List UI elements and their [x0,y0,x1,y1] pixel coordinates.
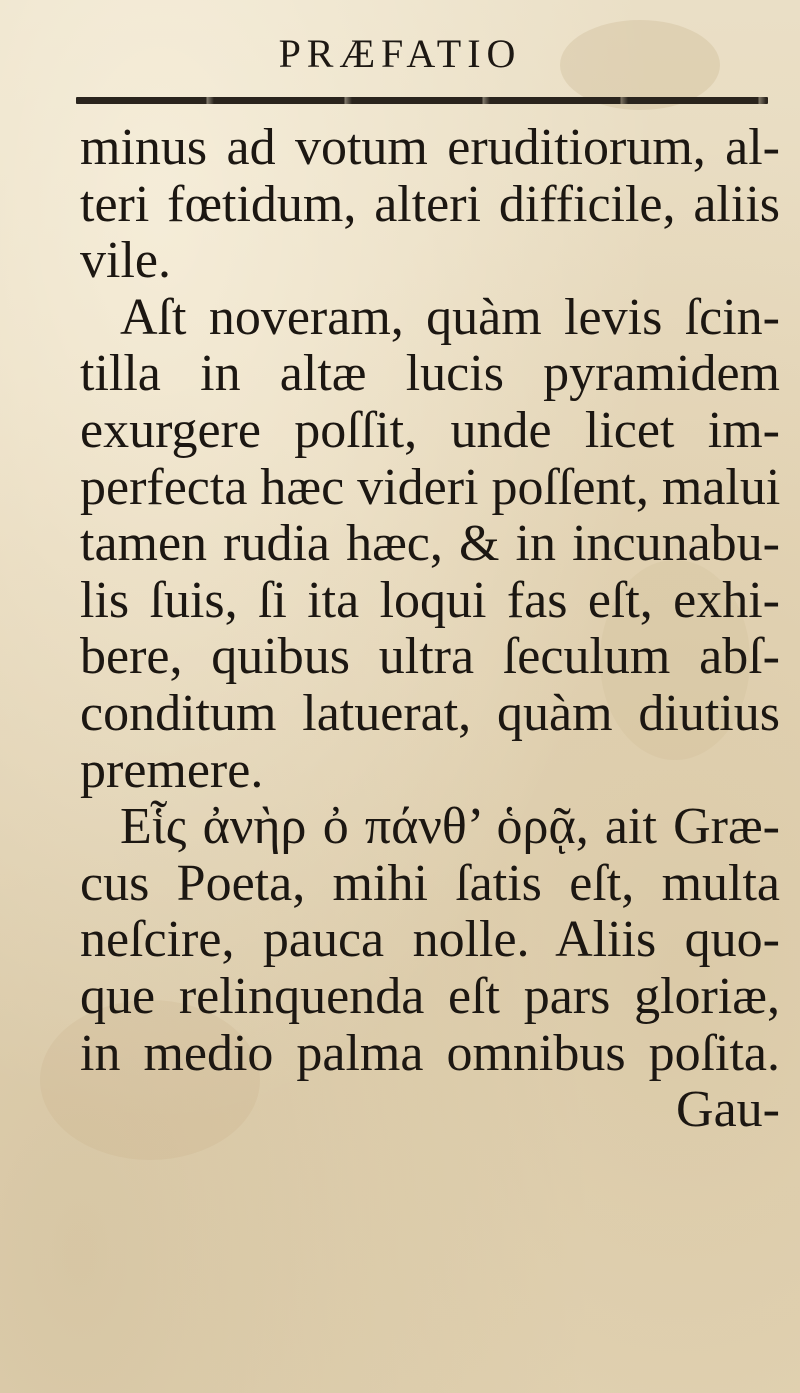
text-line: bere, quibus ultra ſeculum abſ- [80,628,780,686]
text-line: minus ad votum eruditiorum, al- [80,119,780,176]
text-line: que relinquenda eſt pars gloriæ, [80,967,780,1025]
text-line: cus Poeta, mihi ſatis eſt, multa [80,854,780,912]
text-line: lis ſuis, ſi ita loqui fas eſt, exhi- [80,571,780,629]
text-line: neſcire, pauca nolle. Aliis quo- [80,911,780,969]
catchword: Gau- [676,1081,780,1139]
text-line: vile. [80,232,171,290]
body-text [80,120,780,1139]
text-line: tamen rudia hæc, & in incunabu- [80,515,780,573]
text-line: in medio palma omnibus poſita. [80,1024,780,1082]
text-line: exurgere poſſit, unde licet im- [80,401,780,459]
header-rule [76,97,768,104]
text-line: conditum latuerat, quàm diutius [80,684,780,742]
text-line: perfecta hæc videri poſſent, malui [80,458,781,516]
text-line: teri fœtidum, alteri difficile, aliis [80,175,780,233]
text-line: premere. [80,741,264,799]
text-line: tilla in altæ lucis pyramidem [80,345,780,403]
text-line: Εἷς ἀνὴρ ὀ πάνθ’ ὁρᾷ, ait Græ- [120,798,780,856]
text-line: Aſt noveram, quàm levis ſcin- [120,288,780,346]
running-head: PRÆFATIO [278,31,522,76]
